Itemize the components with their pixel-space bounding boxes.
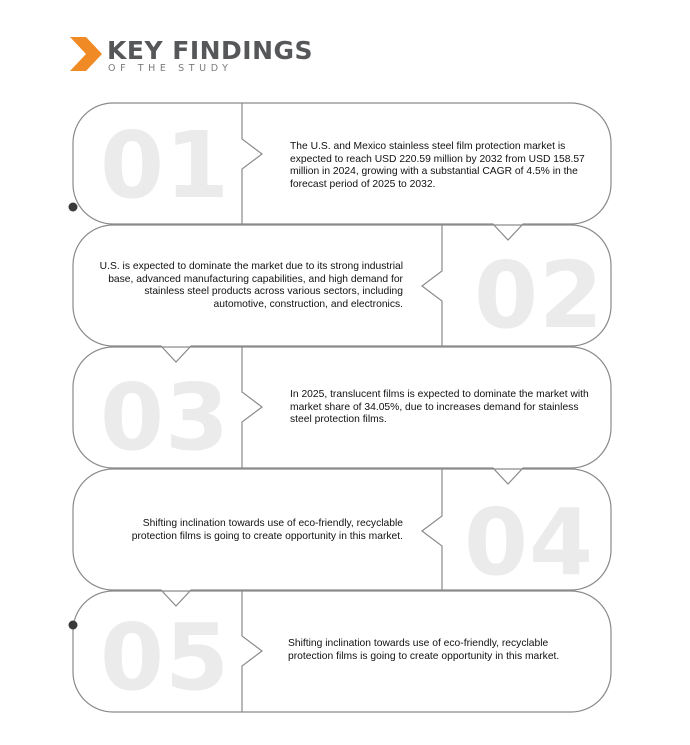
- chevron-logo-icon: [68, 36, 104, 72]
- page-title: KEY FINDINGS: [107, 36, 314, 65]
- finding-box-3-divider: [242, 347, 262, 468]
- finding-text-4: Shifting inclination towards use of eco-friendly, recyclable protection films is going to create opportunity in this market.: [131, 518, 403, 542]
- finding-number-4: 04: [464, 489, 595, 596]
- finding-number-2: 02: [474, 242, 605, 349]
- finding-number-5: 05: [100, 604, 231, 711]
- finding-number-3: 03: [100, 364, 231, 471]
- connector-dot-bottom: [69, 621, 78, 630]
- finding-text-2: U.S. is expected to dominate the market due to its strong industrial base, advanced manufacturing capabilities, and high demand for stainless steel products across various sectors, including automotive, construction, and electronics.: [99, 261, 403, 311]
- page-subtitle: OF THE STUDY: [108, 63, 238, 75]
- crescent-icon: [231, 63, 238, 72]
- finding-text-3: In 2025, translucent films is expected to dominate the market with market share of 34.05%, due to increases demand for stainless steel protection films.: [290, 389, 589, 426]
- connector-dot-top: [69, 203, 78, 212]
- finding-text-5: Shifting inclination towards use of eco-friendly, recyclable protection films is going to create opportunity in this market.: [288, 638, 560, 662]
- finding-box-5-divider: [242, 591, 262, 712]
- finding-box-2-divider: [422, 225, 442, 346]
- finding-number-1: 01: [100, 112, 231, 219]
- finding-box-1-divider: [242, 103, 262, 224]
- finding-text-1: The U.S. and Mexico stainless steel film protection market is expected to reach USD 220.59 million by 2032 from USD 158.57 million in 2024, growing with a substantial CAGR of 4.5% in the forecast period of 2025 to 2032.: [290, 141, 585, 191]
- finding-box-4-divider: [422, 469, 442, 590]
